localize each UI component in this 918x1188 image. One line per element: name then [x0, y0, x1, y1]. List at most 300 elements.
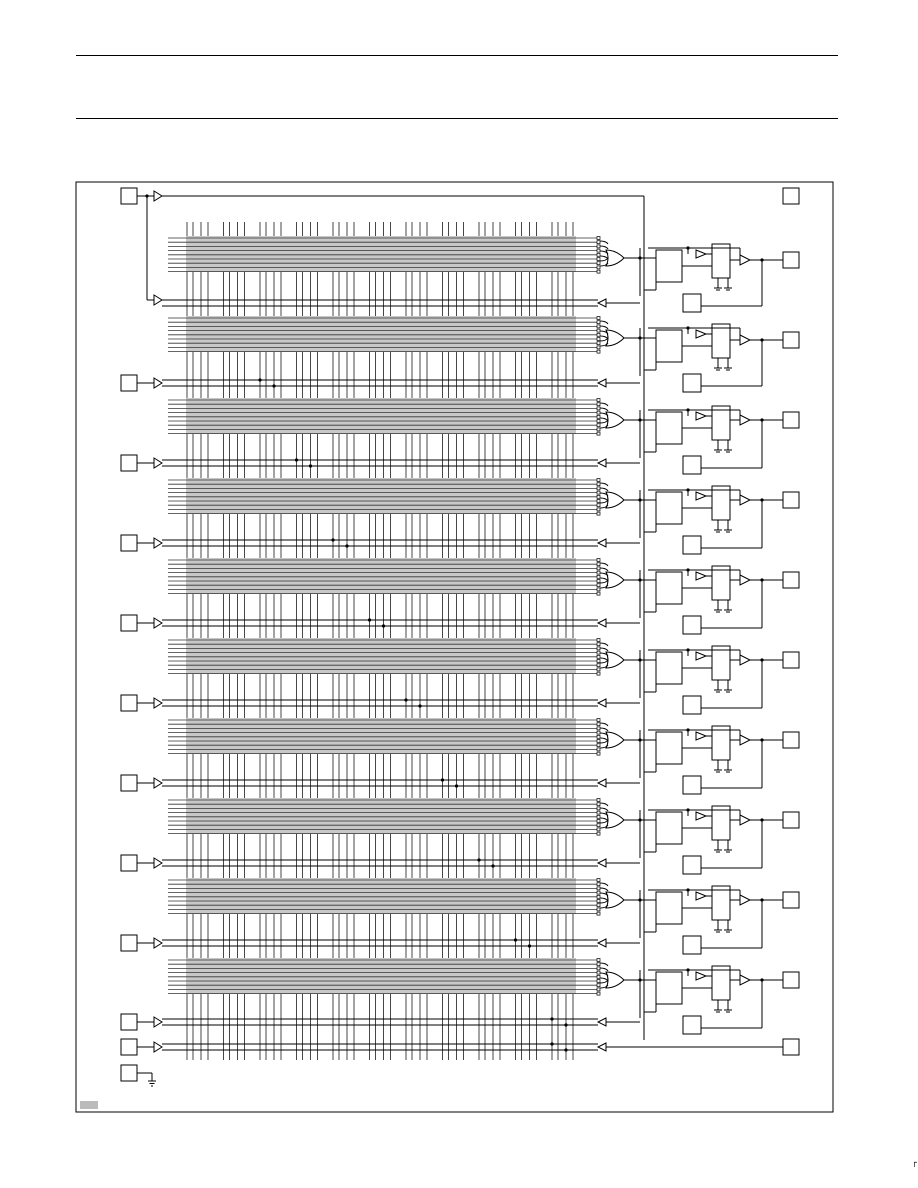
junction-dot — [258, 378, 261, 381]
buffer-icon — [154, 538, 162, 548]
or-gate — [606, 812, 624, 828]
or-input-curve — [600, 326, 608, 329]
buffer-icon — [696, 892, 706, 900]
or-input-curve — [600, 643, 608, 646]
junction-dot — [686, 648, 689, 651]
product-term-block — [168, 638, 640, 675]
feedback-buffer-icon — [598, 619, 606, 627]
fuse-box — [597, 719, 600, 722]
junction-dot — [760, 578, 763, 581]
buffer-icon — [696, 732, 706, 740]
buffer-icon — [154, 295, 162, 305]
junction-dot — [686, 326, 689, 329]
fuse-box — [597, 407, 600, 410]
enable-box — [683, 616, 701, 634]
or-input-curve — [600, 980, 608, 983]
fuse-box — [597, 959, 600, 962]
fuse-box — [597, 820, 600, 823]
junction-dot — [418, 704, 421, 707]
output-buffer-icon — [740, 255, 750, 265]
fuse-box — [597, 241, 600, 244]
feedback-buffer-icon — [598, 939, 606, 947]
feedback-buffer — [598, 459, 640, 467]
junction-dot — [760, 418, 763, 421]
pin-box — [121, 695, 137, 711]
fuse-box — [597, 495, 600, 498]
or-gate — [606, 572, 624, 588]
junction-dot — [686, 968, 689, 971]
buffer-icon — [696, 812, 706, 820]
fuse-box — [597, 984, 600, 987]
enable-box — [683, 1016, 701, 1034]
junction-dot — [760, 818, 763, 821]
enable-box — [683, 536, 701, 554]
junction-dot — [528, 944, 531, 947]
fuse-box — [597, 752, 600, 755]
fuse-box — [597, 432, 600, 435]
output-buffer-icon — [740, 655, 750, 665]
or-input-curve — [600, 578, 608, 581]
fuse-box — [597, 262, 600, 265]
fuse-box — [597, 399, 600, 402]
buffer-icon — [154, 1017, 162, 1027]
output-buffer-icon — [740, 575, 750, 585]
fuse-box — [597, 415, 600, 418]
fuse-box — [597, 647, 600, 650]
fuse-box — [597, 420, 600, 423]
or-input-curve — [600, 500, 608, 503]
register-box — [656, 492, 682, 524]
fuse-box — [597, 900, 600, 903]
junction-dot — [760, 258, 763, 261]
register-box — [656, 892, 682, 924]
fuse-box — [597, 411, 600, 414]
fuse-box — [597, 567, 600, 570]
junction-dot — [638, 498, 641, 501]
fuse-box — [597, 504, 600, 507]
or-input-curve — [600, 738, 608, 741]
product-term-block — [168, 316, 640, 353]
fuse-box — [597, 563, 600, 566]
feedback-buffer — [598, 939, 640, 947]
output-pin-box — [783, 492, 799, 508]
fuse-box — [597, 253, 600, 256]
mux-box — [712, 806, 730, 840]
output-macrocell — [638, 806, 799, 874]
fuse-box — [597, 879, 600, 882]
fuse-box — [597, 592, 600, 595]
mux-box — [712, 966, 730, 1000]
fuse-box — [597, 963, 600, 966]
junction-dot — [638, 658, 641, 661]
or-input-curve — [600, 563, 608, 566]
enable-box — [683, 456, 701, 474]
junction-dot — [404, 698, 407, 701]
fuse-box — [597, 338, 600, 341]
fuse-box — [597, 799, 600, 802]
array-band — [186, 958, 576, 994]
feedback-buffer — [598, 699, 640, 707]
buffer-icon — [154, 698, 162, 708]
enable-box — [683, 294, 701, 312]
fuse-box — [597, 908, 600, 911]
array-band — [186, 718, 576, 754]
junction-dot — [686, 408, 689, 411]
buffer-icon — [154, 191, 162, 201]
feedback-buffer-icon — [598, 699, 606, 707]
junction-dot — [550, 1017, 553, 1020]
junction-dot — [477, 858, 480, 861]
pin-box — [121, 775, 137, 791]
junction-dot — [760, 978, 763, 981]
or-input-curve — [600, 818, 608, 821]
buffer-icon — [154, 938, 162, 948]
feedback-buffer — [598, 539, 640, 547]
or-gate — [606, 972, 624, 988]
junction-dot — [638, 898, 641, 901]
pin-box — [121, 1065, 137, 1081]
feedback-buffer-icon — [598, 1018, 606, 1026]
or-input-curve — [600, 568, 608, 571]
or-input-curve — [600, 740, 608, 743]
feedback-buffer-icon — [598, 1043, 606, 1051]
register-box — [656, 732, 682, 764]
product-term-block — [168, 958, 640, 995]
output-buffer-icon — [740, 815, 750, 825]
register-box — [656, 412, 682, 444]
pin-box — [121, 375, 137, 391]
output-buffer-icon — [740, 735, 750, 745]
fuse-box — [597, 428, 600, 431]
fuse-box — [597, 571, 600, 574]
feedback-buffer — [598, 859, 640, 867]
or-input-curve — [600, 648, 608, 651]
output-buffer-icon — [740, 335, 750, 345]
output-macrocell — [638, 726, 799, 794]
output-macrocell — [638, 406, 799, 474]
or-input-curve — [600, 488, 608, 491]
junction-dot — [550, 1042, 553, 1045]
pin-box — [121, 855, 137, 871]
pin-box — [121, 615, 137, 631]
fuse-box — [597, 333, 600, 336]
output-pin-box — [783, 252, 799, 268]
fuse-box — [597, 249, 600, 252]
register-box — [656, 572, 682, 604]
feedback-buffer — [598, 299, 640, 307]
or-input-curve — [600, 241, 608, 244]
pin-box — [121, 535, 137, 551]
fuse-box — [597, 723, 600, 726]
junction-dot — [514, 938, 517, 941]
or-input-curve — [600, 420, 608, 423]
or-input-curve — [600, 883, 608, 886]
fuse-box — [597, 237, 600, 240]
fuse-box — [597, 346, 600, 349]
output-pin-box — [783, 732, 799, 748]
or-input-curve — [600, 898, 608, 901]
junction-dot — [309, 464, 312, 467]
fuse-box — [597, 424, 600, 427]
fuse-box — [597, 887, 600, 890]
output-buffer-icon — [740, 415, 750, 425]
array-band — [186, 878, 576, 914]
or-input-curve — [600, 658, 608, 661]
output-buffer-icon — [740, 495, 750, 505]
fuse-box — [597, 967, 600, 970]
feedback-buffer-icon — [598, 539, 606, 547]
mux-box — [712, 646, 730, 680]
fuse-box — [597, 975, 600, 978]
or-input-curve — [600, 336, 608, 339]
fuse-box — [597, 980, 600, 983]
mux-box — [712, 566, 730, 600]
buffer-icon — [154, 378, 162, 388]
corner-mark: ┌ — [912, 1158, 917, 1167]
or-input-curve — [600, 258, 608, 261]
junction-dot — [441, 778, 444, 781]
register-box — [656, 972, 682, 1004]
junction-dot — [455, 784, 458, 787]
fuse-box — [597, 580, 600, 583]
junction-dot — [638, 818, 641, 821]
array-band — [186, 316, 576, 352]
pin-box — [121, 188, 137, 204]
junction-dot — [295, 458, 298, 461]
enable-box — [683, 696, 701, 714]
or-input-curve — [600, 808, 608, 811]
fuse-box — [597, 992, 600, 995]
product-term-block — [168, 718, 640, 755]
junction-dot — [686, 808, 689, 811]
junction-dot — [686, 888, 689, 891]
fuse-box — [597, 559, 600, 562]
or-input-curve — [600, 321, 608, 324]
fuse-box — [597, 912, 600, 915]
product-term-block — [168, 236, 640, 273]
fuse-box — [597, 342, 600, 345]
or-gate — [606, 732, 624, 748]
fuse-box — [597, 735, 600, 738]
mux-box — [712, 726, 730, 760]
pin-box — [121, 935, 137, 951]
junction-dot — [638, 578, 641, 581]
buffer-icon — [696, 412, 706, 420]
fuse-box — [597, 584, 600, 587]
or-input-curve — [600, 978, 608, 981]
fuse-box — [597, 891, 600, 894]
junction-dot — [491, 864, 494, 867]
product-term-block — [168, 798, 640, 835]
fuse-box — [597, 895, 600, 898]
buffer-icon — [154, 618, 162, 628]
array-band — [186, 558, 576, 594]
junction-dot — [638, 256, 641, 259]
array-band — [186, 236, 576, 272]
footer-tag — [80, 1101, 98, 1109]
buffer-icon — [696, 972, 706, 980]
fuse-box — [597, 815, 600, 818]
mux-box — [712, 406, 730, 440]
or-input-curve — [600, 968, 608, 971]
or-gate — [606, 330, 624, 346]
fuse-box — [597, 651, 600, 654]
enable-box — [683, 856, 701, 874]
junction-dot — [760, 338, 763, 341]
feedback-buffer — [598, 779, 640, 787]
array-band — [186, 798, 576, 834]
feedback-buffers — [598, 299, 640, 1051]
product-term-block — [168, 878, 640, 915]
or-input-curve — [600, 963, 608, 966]
fuse-box — [597, 508, 600, 511]
feedback-buffer — [598, 619, 640, 627]
junction-dot — [760, 658, 763, 661]
buffer-icon — [696, 572, 706, 580]
output-macrocell — [638, 486, 799, 554]
output-macrocells — [638, 244, 799, 1034]
fuse-box — [597, 575, 600, 578]
fuse-box — [597, 321, 600, 324]
mux-box — [712, 244, 730, 278]
buffer-icon — [154, 778, 162, 788]
fuse-box — [597, 811, 600, 814]
buffer-icon — [696, 330, 706, 338]
feedback-buffer — [598, 1018, 640, 1026]
fuse-box — [597, 744, 600, 747]
product-terms — [168, 236, 640, 995]
buffer-icon — [154, 858, 162, 868]
enable-box — [683, 776, 701, 794]
vcc-pin-box — [783, 188, 799, 204]
product-term-block — [168, 398, 640, 435]
output-pin-box — [783, 332, 799, 348]
or-input-curve — [600, 246, 608, 249]
or-input-curve — [600, 256, 608, 259]
fuse-box — [597, 487, 600, 490]
fuse-box — [597, 904, 600, 907]
output-buffer-icon — [740, 895, 750, 905]
output-macrocell — [638, 886, 799, 954]
or-gate — [606, 250, 624, 266]
fuse-box — [597, 479, 600, 482]
fuse-box — [597, 266, 600, 269]
feedback-buffer-icon — [598, 859, 606, 867]
array-band — [186, 398, 576, 434]
junction-dot — [638, 418, 641, 421]
buffer-icon — [696, 250, 706, 258]
fuse-box — [597, 731, 600, 734]
output-macrocell — [638, 966, 799, 1034]
fuse-box — [597, 883, 600, 886]
fuse-box — [597, 643, 600, 646]
junction-dot — [564, 1048, 567, 1051]
or-gate — [606, 492, 624, 508]
or-input-curve — [600, 403, 608, 406]
output-macrocell — [638, 646, 799, 714]
junction-dot — [272, 384, 275, 387]
mux-box — [712, 486, 730, 520]
or-input-curve — [600, 900, 608, 903]
or-gate — [606, 652, 624, 668]
register-box — [656, 330, 682, 362]
junction-dot — [760, 498, 763, 501]
or-input-curve — [600, 803, 608, 806]
fuse-box — [597, 672, 600, 675]
fuse-box — [597, 500, 600, 503]
register-box — [656, 812, 682, 844]
junction-dot — [760, 738, 763, 741]
or-gate — [606, 412, 624, 428]
or-input-curve — [600, 418, 608, 421]
or-input-curve — [600, 408, 608, 411]
array-band — [186, 638, 576, 674]
junction-dot — [686, 568, 689, 571]
fuse-box — [597, 807, 600, 810]
output-macrocell — [638, 244, 799, 312]
pin-box — [121, 455, 137, 471]
fuse-box — [597, 660, 600, 663]
feedback-buffer — [598, 379, 640, 387]
pin-box — [121, 1039, 137, 1055]
fuse-box — [597, 971, 600, 974]
fuse-box — [597, 258, 600, 261]
enable-box — [683, 936, 701, 954]
output-pin-box — [783, 972, 799, 988]
fuse-box — [597, 740, 600, 743]
product-term-block — [168, 478, 640, 515]
product-term-block — [168, 558, 640, 595]
input-pin — [121, 1065, 156, 1086]
enable-box — [683, 374, 701, 392]
or-input-curve — [600, 660, 608, 663]
or-input-curve — [600, 580, 608, 583]
fuse-box — [597, 655, 600, 658]
or-input-curve — [600, 338, 608, 341]
pin-box — [121, 1014, 137, 1030]
or-input-curve — [600, 723, 608, 726]
fuse-box — [597, 270, 600, 273]
output-buffer-icon — [740, 975, 750, 985]
junction-dot — [760, 898, 763, 901]
fuse-box — [597, 329, 600, 332]
fuse-box — [597, 245, 600, 248]
output-pin-box — [783, 652, 799, 668]
or-gate — [606, 892, 624, 908]
output-macrocell — [638, 566, 799, 634]
fuse-box — [597, 483, 600, 486]
fuse-box — [597, 317, 600, 320]
fuse-box — [597, 828, 600, 831]
feedback-buffer-icon — [598, 459, 606, 467]
fuse-box — [597, 325, 600, 328]
buffer-icon — [154, 458, 162, 468]
output-pin-box — [783, 1039, 799, 1055]
fuse-box — [597, 588, 600, 591]
junction-dot — [145, 194, 148, 197]
fuse-box — [597, 403, 600, 406]
mux-box — [712, 324, 730, 358]
output-pin-box — [783, 812, 799, 828]
fuse-box — [597, 664, 600, 667]
fuse-box — [597, 748, 600, 751]
array-band — [186, 478, 576, 514]
fuse-box — [597, 832, 600, 835]
junction-dot — [686, 728, 689, 731]
output-pin-box — [783, 412, 799, 428]
or-input-curve — [600, 820, 608, 823]
junction-dot — [345, 544, 348, 547]
